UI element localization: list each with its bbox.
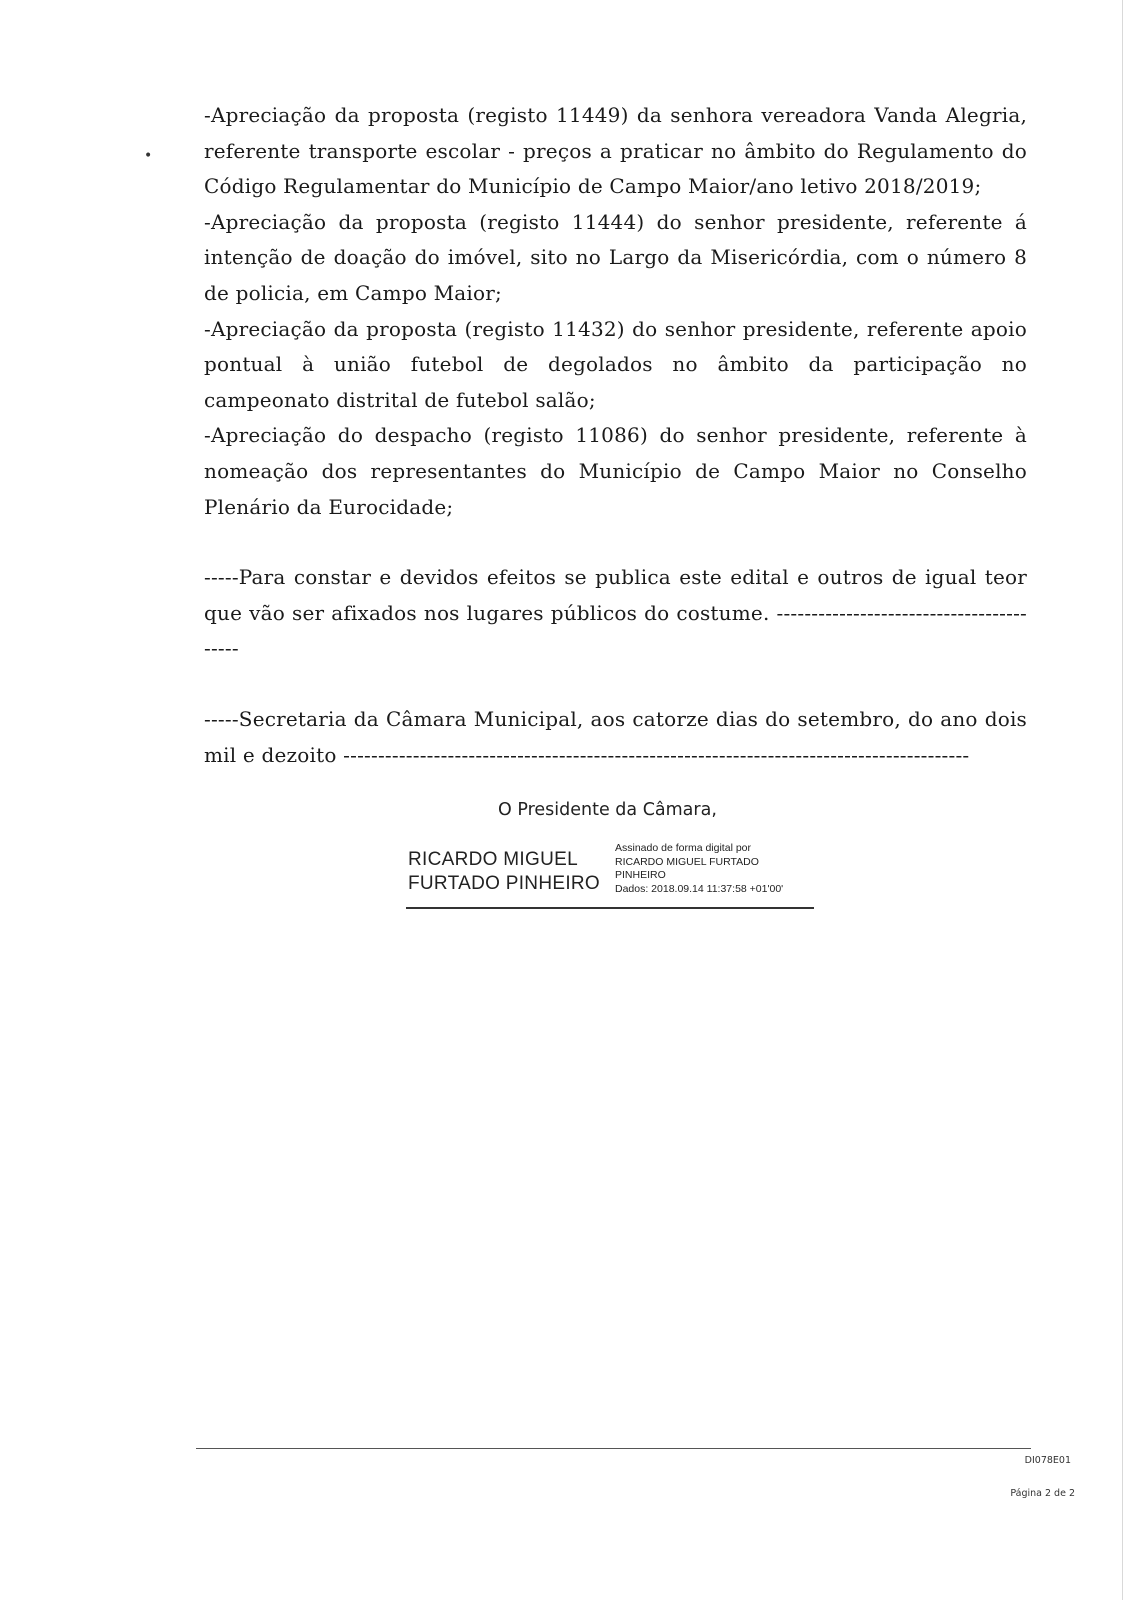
agenda-item-eurocidade: -Apreciação do despacho (registo 11086) do senhor presidente, referente à nomeação dos representantes do Município de Campo Maior no Conselho Plenário da Eurocidade;: [204, 423, 1027, 519]
signer-name: [408, 848, 600, 896]
signature-line: [406, 907, 814, 909]
signature-info-line4: Dados: 2018.09.14 11:37:58 +01'00': [615, 882, 784, 895]
signature-info-line1: Assinado de forma digital por: [615, 842, 751, 854]
page-number: Página 2 de 2: [1010, 1488, 1075, 1499]
signature-heading: O Presidente da Câmara,: [498, 800, 717, 820]
signer-name-line1: RICARDO MIGUEL: [408, 849, 578, 870]
page-edge: [1122, 0, 1123, 1600]
footer-rule: [196, 1448, 1031, 1449]
publication-notice: -----Para constar e devidos efeitos se publica este edital e outros de igual teor que vão ser afixados nos lugares públicos do costume. -----------------------------------------: [204, 565, 1027, 661]
signature-info-line3: PINHEIRO: [615, 869, 666, 881]
signer-name-line2: FURTADO PINHEIRO: [408, 873, 600, 894]
scan-mark: •: [144, 148, 153, 164]
date-statement: -----Secretaria da Câmara Municipal, aos catorze dias do setembro, do ano dois mil e dezoito ------------------------------------------------------------------------------------------: [204, 706, 1027, 767]
document-code: DI078E01: [1024, 1455, 1071, 1466]
signature-info-line2: RICARDO MIGUEL FURTADO: [615, 855, 759, 868]
digital-signature-info: [615, 842, 783, 896]
agenda-item-transporte-escolar: -Apreciação da proposta (registo 11449) da senhora vereadora Vanda Alegria, referente transporte escolar - preços a praticar no âmbito do Regulamento do Código Regulamentar do Município de Campo Maior/ano letivo 2018/2019;: [204, 103, 1027, 199]
document-body: [204, 98, 1027, 773]
agenda-item-doacao-imovel: -Apreciação da proposta (registo 11444) do senhor presidente, referente á intenção de doação do imóvel, sito no Largo da Misericórdia, com o número 8 de policia, em Campo Maior;: [204, 209, 1027, 305]
agenda-item-apoio-futebol: -Apreciação da proposta (registo 11432) do senhor presidente, referente apoio pontual à união futebol de degolados no âmbito da participação no campeonato distrital de futebol salão;: [204, 316, 1027, 412]
